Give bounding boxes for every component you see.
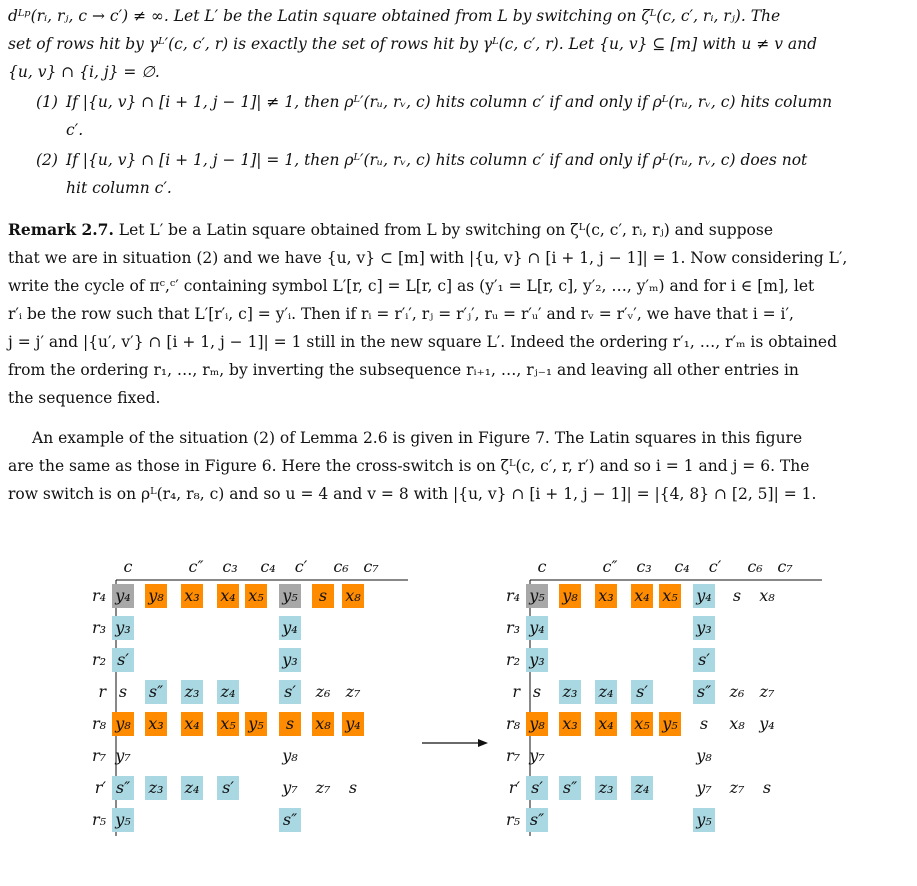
left-col-header: c′ xyxy=(294,557,308,576)
left-cell-symbol: y₈ xyxy=(282,746,298,765)
left-cell-symbol: x₃ xyxy=(148,714,164,733)
right-cell-symbol: s′ xyxy=(636,682,648,701)
right-col-header: c₆ xyxy=(747,557,763,576)
right-cell-symbol: x₃ xyxy=(598,586,614,605)
example-paragraph xyxy=(8,424,910,508)
right-cell-symbol: z₇ xyxy=(759,682,775,701)
figure-latin-squares xyxy=(0,548,902,878)
left-cell-symbol: y₅ xyxy=(282,586,298,605)
left-cell-symbol: s″ xyxy=(115,778,131,797)
left-cell-symbol: y₅ xyxy=(248,714,264,733)
left-cell-symbol: x₈ xyxy=(345,586,361,605)
remark-line: j = j′ and |{u′, v′} ∩ [i + 1, j − 1]| = 1 still in the new square L′. Indeed the ordering r′₁, …, r′ₘ is obtained xyxy=(8,333,838,351)
remark-line: write the cycle of πᶜ,ᶜ′ containing symbol L′[r, c] = L[r, c] as (y′₁ = L[r, c], y′₂, …, y′ₘ) and for i ∈ [m], let xyxy=(8,277,815,295)
left-cell-symbol: x₄ xyxy=(184,714,200,733)
left-cell-symbol: s xyxy=(348,778,358,797)
right-cell-symbol: y₃ xyxy=(529,650,545,669)
left-cell-symbol: x₃ xyxy=(184,586,200,605)
left-cell-symbol: z₃ xyxy=(148,778,164,797)
left-col-header: c₇ xyxy=(363,557,379,576)
right-cell-symbol: s xyxy=(732,586,742,605)
left-cell-symbol: s″ xyxy=(282,810,298,829)
lemma-item-2 xyxy=(36,146,910,202)
right-cell-symbol: y₄ xyxy=(696,586,712,605)
left-row-label: r₃ xyxy=(91,618,106,637)
lemma-item-continuation: hit column c′. xyxy=(66,179,172,197)
remark-label: Remark 2.7. xyxy=(8,220,114,239)
left-cell-symbol: x₅ xyxy=(220,714,236,733)
left-row-label: r₈ xyxy=(91,714,106,733)
left-row-label: r₂ xyxy=(91,650,106,669)
right-row-label: r xyxy=(512,682,520,701)
right-cell-symbol: y₇ xyxy=(529,746,545,765)
right-cell-symbol: y₅ xyxy=(662,714,678,733)
left-cell-symbol: x₄ xyxy=(220,586,236,605)
left-cell-symbol: z₄ xyxy=(184,778,200,797)
left-col-header: c₆ xyxy=(333,557,349,576)
right-col-header: c xyxy=(537,557,547,576)
left-cell-symbol: z₆ xyxy=(315,682,331,701)
left-cell-symbol: s′ xyxy=(117,650,129,669)
left-row-label: r₄ xyxy=(91,586,106,605)
right-cell-symbol: y₈ xyxy=(562,586,578,605)
item-number: (2) xyxy=(36,151,58,169)
left-col-header: c xyxy=(123,557,133,576)
left-cell-symbol: s xyxy=(318,586,328,605)
left-cell-symbol: y₅ xyxy=(115,810,131,829)
right-cell-symbol: z₆ xyxy=(729,682,745,701)
remark-line: that we are in situation (2) and we have {u, v} ⊂ [m] with |{u, v} ∩ [i + 1, j − 1]| = 1. Now considering L′, xyxy=(8,249,848,267)
left-cell-symbol: y₄ xyxy=(345,714,361,733)
right-cell-symbol: y₅ xyxy=(529,586,545,605)
left-cell-symbol: x₈ xyxy=(315,714,331,733)
right-cell-symbol: s″ xyxy=(562,778,578,797)
right-cell-symbol: x₈ xyxy=(759,586,775,605)
lemma-item-continuation: c′. xyxy=(66,121,84,139)
right-row-label: r₂ xyxy=(505,650,520,669)
right-col-header: c″ xyxy=(602,557,618,576)
lemma-line: {u, v} ∩ {i, j} = ∅. xyxy=(8,63,160,81)
right-cell-symbol: x₄ xyxy=(634,586,650,605)
left-cell-symbol: y₈ xyxy=(115,714,131,733)
right-cell-symbol: s″ xyxy=(696,682,712,701)
remark-text: Let L′ be a Latin square obtained from L by switching on ζᴸ(c, c′, rᵢ, rⱼ) and suppose xyxy=(118,221,773,239)
left-row-label: r xyxy=(98,682,106,701)
left-col-header: c₃ xyxy=(222,557,238,576)
right-col-header: c₇ xyxy=(777,557,793,576)
lemma-item-1 xyxy=(36,88,910,144)
item-number: (1) xyxy=(36,93,58,111)
item-text: If |{u, v} ∩ [i + 1, j − 1]| ≠ 1, then ρᴸ′(rᵤ, rᵥ, c) hits column c′ if and only if ρᴸ(rᵤ, rᵥ, c) hits column xyxy=(66,93,833,111)
right-cell-symbol: x₄ xyxy=(598,714,614,733)
example-line: are the same as those in Figure 6. Here the cross-switch is on ζᴸ(c, c′, r, r′) and so i = 1 and j = 6. The xyxy=(8,457,810,475)
remark-line xyxy=(8,216,910,244)
right-cell-symbol: y₇ xyxy=(696,778,712,797)
left-cell-symbol: y₃ xyxy=(282,650,298,669)
left-cell-symbol: y₇ xyxy=(115,746,131,765)
right-cell-symbol: x₅ xyxy=(634,714,650,733)
left-cell-symbol: s xyxy=(285,714,295,733)
remark-line: r′ᵢ be the row such that L′[r′ᵢ, c] = y′ᵢ. Then if rᵢ = r′ᵢ′, rⱼ = r′ⱼ′, rᵤ = r′ᵤ′ and rᵥ = r′ᵥ′, we have that i = i′, xyxy=(8,305,794,323)
right-row-label: r₇ xyxy=(505,746,520,765)
left-cell-symbol: y₈ xyxy=(148,586,164,605)
right-cell-symbol: z₇ xyxy=(729,778,745,797)
paper-page xyxy=(8,0,910,508)
right-cell-symbol: z₃ xyxy=(562,682,578,701)
lemma-line: set of rows hit by γᴸ′(c, c′, r) is exactly the set of rows hit by γᴸ(c, c′, r). Let {u, v} ⊆ [m] with u ≠ v and xyxy=(8,35,818,53)
left-col-header: c₄ xyxy=(260,557,276,576)
right-cell-symbol: y₅ xyxy=(696,810,712,829)
right-cell-symbol: x₅ xyxy=(662,586,678,605)
right-row-label: r₈ xyxy=(505,714,520,733)
right-cell-symbol: y₈ xyxy=(696,746,712,765)
right-col-header: c′ xyxy=(708,557,722,576)
right-cell-symbol: y₄ xyxy=(759,714,775,733)
switch-arrow xyxy=(422,739,488,747)
right-cell-symbol: s″ xyxy=(529,810,545,829)
right-row-label: r₅ xyxy=(505,810,520,829)
lemma-text xyxy=(8,2,910,86)
right-cell-symbol: x₃ xyxy=(562,714,578,733)
right-col-header: c₃ xyxy=(636,557,652,576)
left-row-label: r₅ xyxy=(91,810,106,829)
left-cell-symbol: x₅ xyxy=(248,586,264,605)
left-cell-symbol: s′ xyxy=(222,778,234,797)
left-square xyxy=(92,557,408,836)
right-cell-symbol: s′ xyxy=(698,650,710,669)
lemma-line: dᴸᵖ(rᵢ, rⱼ, c → c′) ≠ ∞. Let L′ be the Latin square obtained from L by switching on ζᴸ(c, c′, rᵢ, rⱼ). The xyxy=(8,7,781,25)
right-cell-symbol: y₄ xyxy=(529,618,545,637)
left-cell-symbol: y₃ xyxy=(115,618,131,637)
remark-line: from the ordering r₁, …, rₘ, by inverting the subsequence rᵢ₊₁, …, rⱼ₋₁ and leaving all other entries in xyxy=(8,361,799,379)
right-row-label: r₃ xyxy=(505,618,520,637)
right-square xyxy=(506,557,822,836)
left-cell-symbol: y₇ xyxy=(282,778,298,797)
right-cell-symbol: z₃ xyxy=(598,778,614,797)
example-line: row switch is on ρᴸ(r₄, r₈, c) and so u = 4 and v = 8 with |{u, v} ∩ [i + 1, j − 1]| = |{4, 8} ∩ [2, 5]| = 1. xyxy=(8,485,817,503)
left-cell-symbol: s′ xyxy=(284,682,296,701)
right-cell-symbol: z₄ xyxy=(598,682,614,701)
right-cell-symbol: s xyxy=(532,682,542,701)
right-row-label: r₄ xyxy=(505,586,520,605)
left-cell-symbol: z₃ xyxy=(184,682,200,701)
item-text: If |{u, v} ∩ [i + 1, j − 1]| = 1, then ρᴸ′(rᵤ, rᵥ, c) hits column c′ if and only if ρᴸ(rᵤ, rᵥ, c) does not xyxy=(66,151,808,169)
lemma-item-line xyxy=(36,88,910,116)
left-cell-symbol: y₄ xyxy=(115,586,131,605)
left-cell-symbol: z₄ xyxy=(220,682,236,701)
right-cell-symbol: s xyxy=(762,778,772,797)
right-row-label: r′ xyxy=(508,778,520,797)
remark-2-7 xyxy=(8,216,910,412)
left-row-label: r₇ xyxy=(91,746,106,765)
right-cell-symbol: x₈ xyxy=(729,714,745,733)
lemma-item-line xyxy=(36,146,910,174)
left-cell-symbol: s″ xyxy=(148,682,164,701)
left-cell-symbol: z₇ xyxy=(345,682,361,701)
left-cell-symbol: s xyxy=(118,682,128,701)
right-cell-symbol: y₃ xyxy=(696,618,712,637)
right-col-header: c₄ xyxy=(674,557,690,576)
left-col-header: c″ xyxy=(188,557,204,576)
remark-line: the sequence fixed. xyxy=(8,389,161,407)
left-cell-symbol: y₄ xyxy=(282,618,298,637)
example-line: An example of the situation (2) of Lemma 2.6 is given in Figure 7. The Latin squares in this figure xyxy=(32,429,803,447)
right-cell-symbol: z₄ xyxy=(634,778,650,797)
right-cell-symbol: y₈ xyxy=(529,714,545,733)
left-row-label: r′ xyxy=(94,778,106,797)
right-cell-symbol: s′ xyxy=(531,778,543,797)
left-cell-symbol: z₇ xyxy=(315,778,331,797)
right-cell-symbol: s xyxy=(699,714,709,733)
